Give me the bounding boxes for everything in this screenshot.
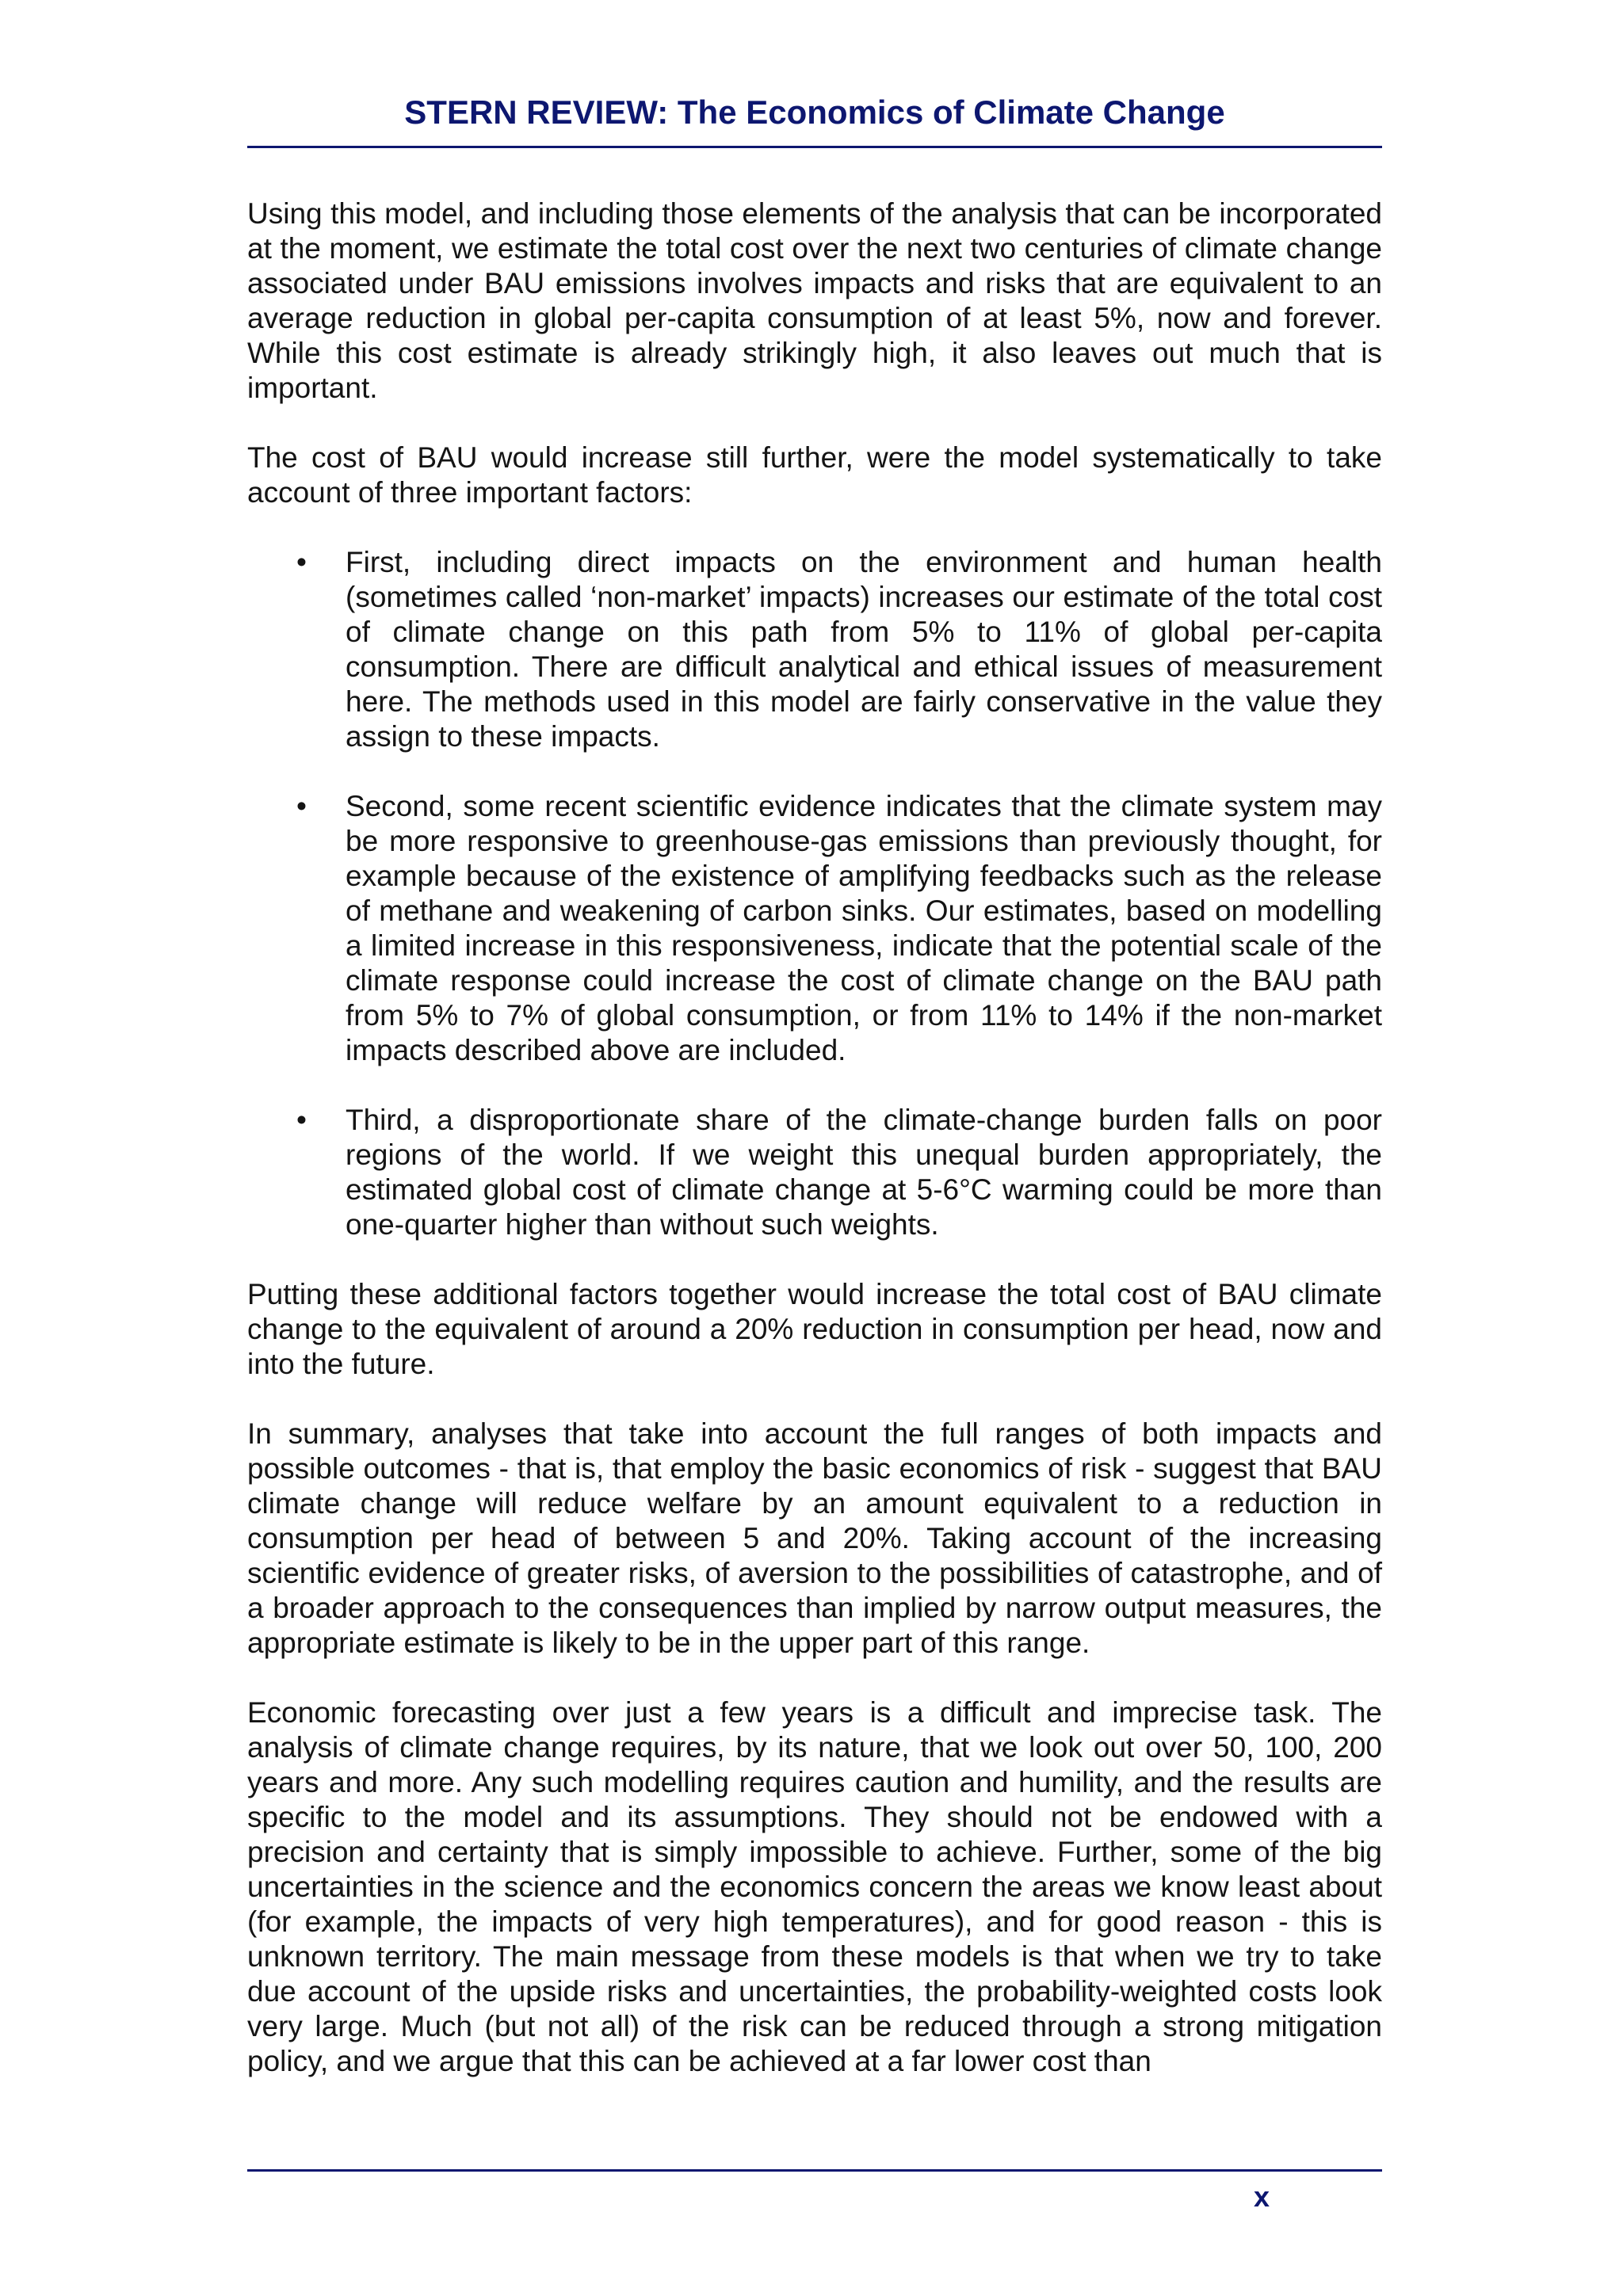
list-item-climate-response xyxy=(247,789,1382,1068)
list-item-equity-weighting xyxy=(247,1103,1382,1242)
header-rule xyxy=(247,146,1382,148)
list-item-text: Third, a disproportionate share of the climate-change burden falls on poor regions of the world. If we weight this unequal burden appropriately, the estimated global cost of climate change at 5-6°C warming could be more than one-quarter higher than without such weights. xyxy=(346,1104,1382,1241)
document-body xyxy=(247,196,1382,2114)
paragraph-three-factors-intro: The cost of BAU would increase still further, were the model systematically to take account of three important factors: xyxy=(247,441,1382,509)
footer-rule xyxy=(247,2169,1382,2172)
bullet-icon: • xyxy=(296,546,307,578)
factors-list xyxy=(247,545,1382,1242)
list-item-non-market-impacts xyxy=(247,545,1382,754)
list-item-text: Second, some recent scientific evidence indicates that the climate system may be more responsive to greenhouse-gas emissions than previously thought, for example because of the existence of amplifying feedbacks such as the release of methane and weakening of carbon sinks. Our estimates, based on modelling a limited increase in this responsiveness, indicate that the potential scale of the climate response could increase the cost of climate change on the BAU path from 5% to 7% of global consumption, or from 11% to 14% if the non-market impacts described above are included. xyxy=(346,790,1382,1066)
page-header-title: STERN REVIEW: The Economics of Climate Change xyxy=(404,93,1225,131)
bullet-icon: • xyxy=(296,1104,307,1136)
page-number: x xyxy=(1254,2180,1270,2213)
bullet-icon: • xyxy=(296,790,307,822)
list-item-text: First, including direct impacts on the environment and human health (sometimes called ‘non-market’ impacts) increases our estimate of the total cost of climate change on this path from 5% to 11% of global per-capita consumption. There are difficult analytical and ethical issues of measurement here. The methods used in this model are fairly conservative in the value they assign to these impacts. xyxy=(346,546,1382,753)
paragraph-cost-estimate: Using this model, and including those elements of the analysis that can be incorporated at the moment, we estimate the total cost over the next two centuries of climate change associated under BAU emissions involves impacts and risks that are equivalent to an average reduction in global per-capita consumption of at least 5%, now and forever. While this cost estimate is already strikingly high, it also leaves out much that is important. xyxy=(247,197,1382,404)
paragraph-combined-factors: Putting these additional factors together would increase the total cost of BAU climate change to the equivalent of around a 20% reduction in consumption per head, now and into the future. xyxy=(247,1278,1382,1380)
paragraph-summary: In summary, analyses that take into account the full ranges of both impacts and possible outcomes - that is, that employ the basic economics of risk - suggest that BAU climate change will reduce welfare by an amount equivalent to a reduction in consumption per head of between 5 and 20%. Taking account of the increasing scientific evidence of greater risks, of aversion to the possibilities of catastrophe, and of a broader approach to the consequences than implied by narrow output measures, the appropriate estimate is likely to be in the upper part of this range. xyxy=(247,1417,1382,1659)
paragraph-forecasting-caveats: Economic forecasting over just a few years is a difficult and imprecise task. The analysis of climate change requires, by its nature, that we look out over 50, 100, 200 years and more. Any such modelling requires caution and humility, and the results are specific to the model and its assumptions. They should not be endowed with a precision and certainty that is simply impossible to achieve. Further, some of the big uncertainties in the science and the economics concern the areas we know least about (for example, the impacts of very high temperatures), and for good reason - this is unknown territory. The main message from these models is that when we try to take due account of the upside risks and uncertainties, the probability-weighted costs look very large. Much (but not all) of the risk can be reduced through a strong mitigation policy, and we argue that this can be achieved at a far lower cost than xyxy=(247,1696,1382,2077)
